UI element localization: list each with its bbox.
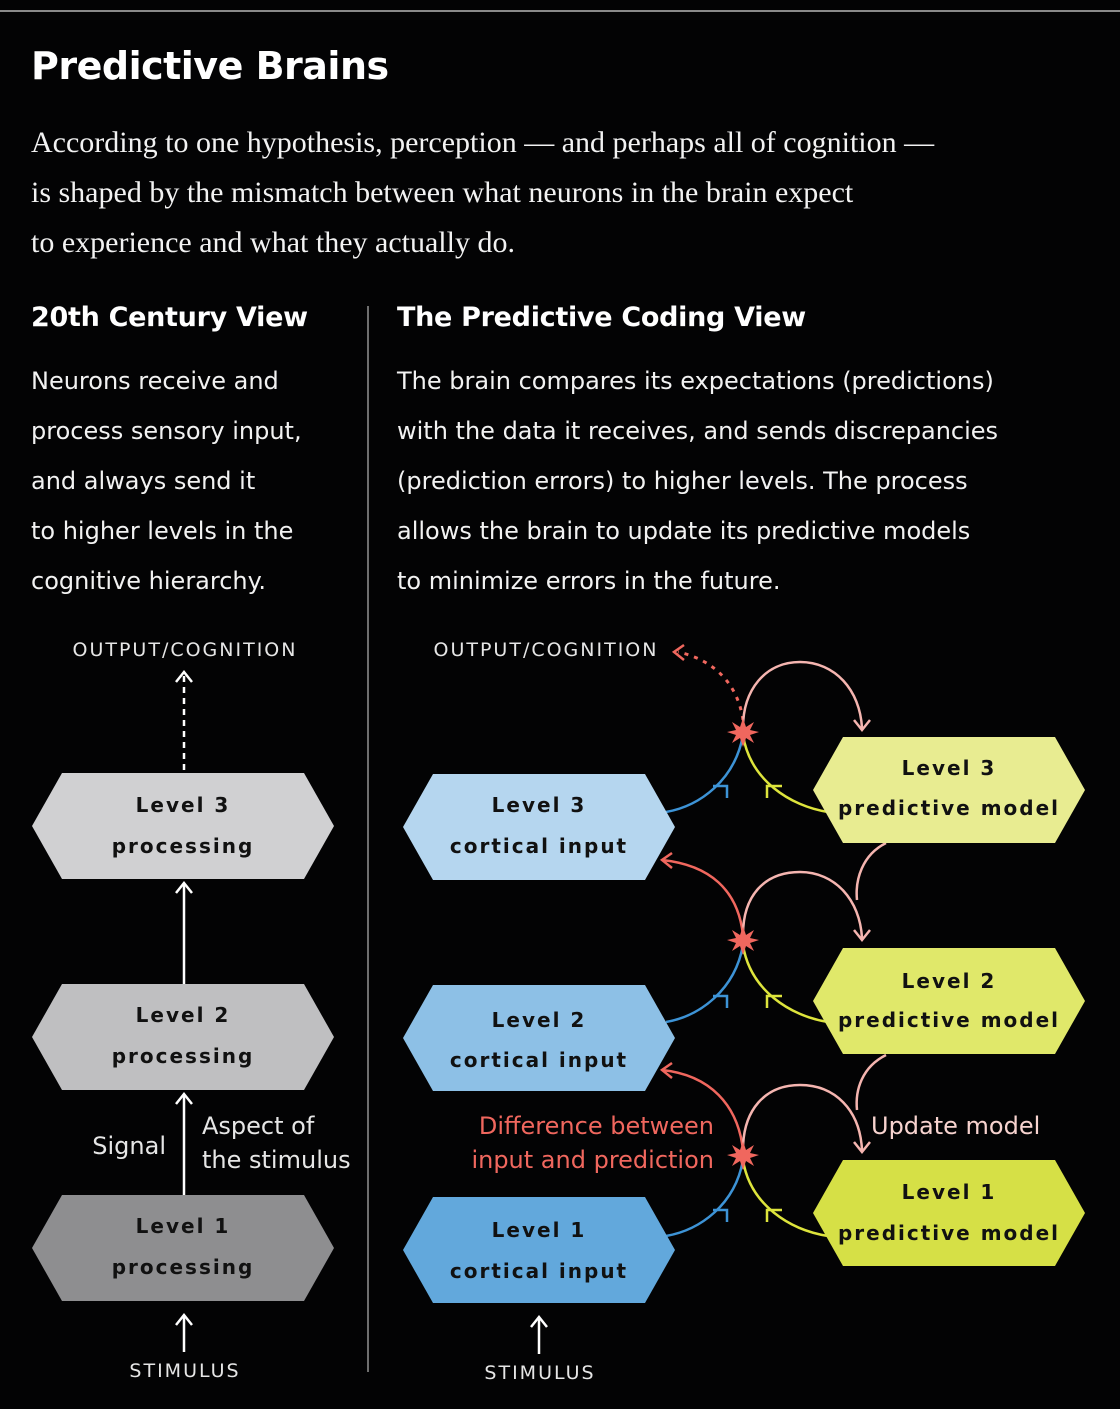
svg-text:cortical input: cortical input (449, 834, 629, 858)
svg-text:Level 2: Level 2 (491, 1008, 587, 1032)
output-cognition-label: OUTPUT/COGNITION (72, 639, 298, 661)
prediction-error-arc (662, 860, 743, 935)
svg-text:Level 1: Level 1 (901, 1180, 997, 1204)
level3-cortical-input-box (403, 774, 675, 880)
update-model-arc (857, 1055, 886, 1110)
svg-text:Level 3: Level 3 (135, 793, 231, 817)
body-line: with the data it receives, and sends discrepancies (397, 417, 999, 445)
prediction-signal-arc (743, 1160, 828, 1236)
body-line: (prediction errors) to higher levels. The process (397, 467, 968, 495)
update-model-arc (743, 872, 862, 938)
body-line: to higher levels in the (31, 517, 294, 545)
update-model-arc (743, 1085, 862, 1150)
level3-processing-box (32, 773, 334, 879)
svg-text:Level 1: Level 1 (135, 1214, 231, 1238)
svg-text:predictive model: predictive model (837, 1221, 1061, 1245)
body-line: allows the brain to update its predictive models (397, 517, 971, 545)
body-line: process sensory input, (31, 417, 302, 445)
update-model-arc (743, 662, 862, 728)
difference-label-line: input and prediction (471, 1146, 714, 1174)
input-signal-arc (666, 945, 743, 1022)
intro-line: is shaped by the mismatch between what neurons in the brain expect (31, 176, 854, 209)
input-signal-arc (666, 735, 743, 812)
body-line: to minimize errors in the future. (397, 567, 781, 595)
arrowhead-icon (674, 645, 684, 660)
prediction-signal-arc (743, 735, 828, 812)
right-diagram (403, 639, 1085, 1384)
aspect-label-line: Aspect of (202, 1112, 315, 1140)
level2-cortical-input-box (403, 985, 675, 1091)
comparison-star-icon (727, 718, 759, 747)
body-line: cognitive hierarchy. (31, 567, 267, 595)
svg-text:Level 3: Level 3 (901, 756, 997, 780)
intro-line: to experience and what they actually do. (31, 226, 515, 259)
update-model-arc (857, 843, 886, 900)
svg-text:processing: processing (111, 1044, 255, 1068)
left-column-heading: 20th Century View (31, 302, 308, 333)
level3-predictive-model-box (813, 737, 1085, 843)
svg-text:processing: processing (111, 1255, 255, 1279)
update-model-label: Update model (871, 1112, 1041, 1140)
svg-text:Level 3: Level 3 (491, 793, 587, 817)
page-title: Predictive Brains (31, 44, 389, 88)
stimulus-label: STIMULUS (129, 1360, 241, 1382)
output-cognition-label: OUTPUT/COGNITION (433, 639, 659, 661)
level2-processing-box (32, 984, 334, 1090)
level1-cortical-input-box (403, 1197, 675, 1303)
stimulus-label: STIMULUS (484, 1362, 596, 1384)
level2-predictive-model-box (813, 948, 1085, 1054)
right-column-heading: The Predictive Coding View (397, 302, 806, 333)
body-line: and always send it (31, 467, 256, 495)
svg-text:predictive model: predictive model (837, 1008, 1061, 1032)
body-line: The brain compares its expectations (predictions) (397, 367, 994, 395)
svg-text:processing: processing (111, 834, 255, 858)
svg-text:Level 2: Level 2 (135, 1003, 231, 1027)
level1-processing-box (32, 1195, 334, 1301)
aspect-label-line: the stimulus (202, 1146, 351, 1174)
svg-text:cortical input: cortical input (449, 1048, 629, 1072)
difference-label-line: Difference between (478, 1112, 714, 1140)
signal-label: Signal (92, 1132, 166, 1160)
intro-line: According to one hypothesis, perception — and perhaps all of cognition — (31, 126, 935, 159)
prediction-signal-arc (743, 945, 828, 1022)
comparison-star-icon (727, 926, 759, 955)
body-line: Neurons receive and (31, 367, 279, 395)
level1-predictive-model-box (813, 1160, 1085, 1266)
left-diagram (32, 639, 351, 1382)
svg-text:predictive model: predictive model (837, 796, 1061, 820)
svg-text:cortical input: cortical input (449, 1259, 629, 1283)
dotted-output-arrow (678, 652, 743, 720)
svg-text:Level 1: Level 1 (491, 1218, 587, 1242)
svg-text:Level 2: Level 2 (901, 969, 997, 993)
comparison-star-icon (727, 1141, 759, 1170)
